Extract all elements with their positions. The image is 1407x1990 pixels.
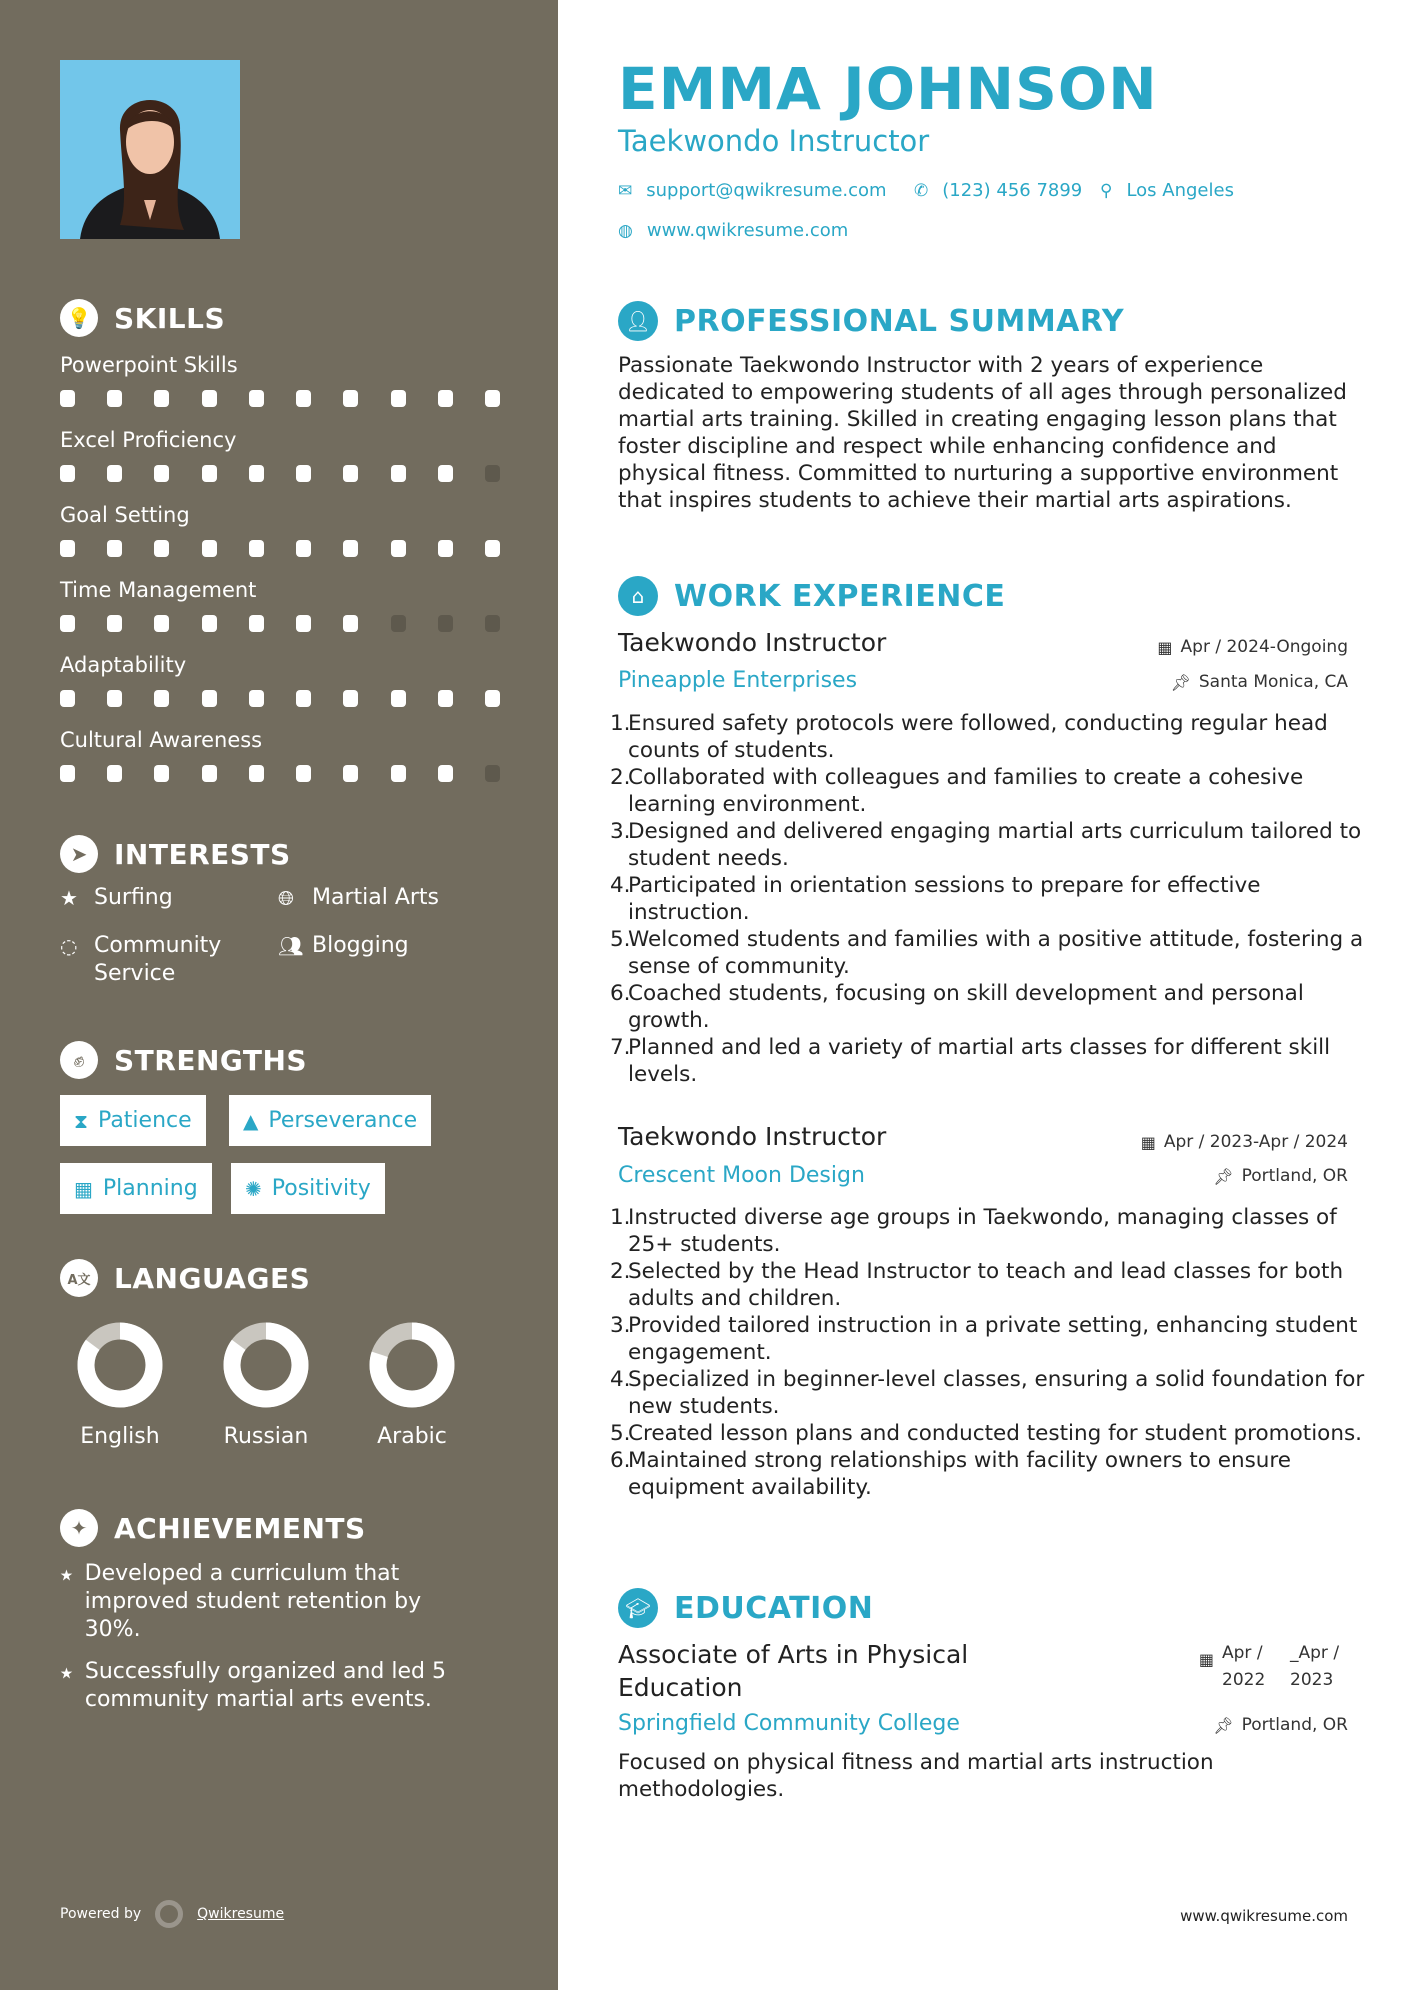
bullet-item: 5. Welcomed students and families with a positive attitude, fostering a sense of community. bbox=[610, 927, 1364, 979]
skill-dot bbox=[249, 390, 264, 407]
map-pin-icon: ⚲ bbox=[1100, 180, 1113, 201]
job-bullets bbox=[610, 710, 1370, 1088]
skill-label: Goal Setting bbox=[60, 503, 190, 527]
skill-dot bbox=[485, 615, 500, 632]
skill-dot bbox=[154, 690, 169, 707]
skill-dot bbox=[343, 765, 358, 782]
candidate-role: Taekwondo Instructor bbox=[618, 124, 930, 158]
strength-badge: ⧗ Patience bbox=[60, 1095, 206, 1146]
language-name: English bbox=[80, 1424, 160, 1449]
languages-heading bbox=[60, 1258, 310, 1298]
skill-dot bbox=[60, 615, 75, 632]
job-title: Taekwondo Instructor bbox=[618, 628, 887, 657]
skill-label: Powerpoint Skills bbox=[60, 353, 238, 377]
skill-rating bbox=[60, 390, 500, 407]
job-date: ▦ Apr / 2023-Apr / 2024 bbox=[1140, 1132, 1348, 1152]
strengths-heading bbox=[60, 1040, 307, 1080]
bullet-item: 4. Participated in orientation sessions to prepare for effective instruction. bbox=[610, 873, 1261, 925]
skill-dot bbox=[343, 390, 358, 407]
skill-dot bbox=[107, 615, 122, 632]
skill-rating bbox=[60, 690, 500, 707]
degree-title: Associate of Arts in Physical Education bbox=[618, 1640, 969, 1702]
fist-icon: ✊︎ bbox=[60, 1041, 98, 1079]
achievements-title: ACHIEVEMENTS bbox=[114, 1511, 366, 1545]
bullet-item: 3. Provided tailored instruction in a private setting, enhancing student engagement. bbox=[610, 1313, 1358, 1365]
language-name: Arabic bbox=[377, 1424, 447, 1449]
contact-phone[interactable]: ✆ (123) 456 7899 bbox=[914, 180, 1083, 201]
contact-website[interactable]: ◍ www.qwikresume.com bbox=[618, 220, 849, 241]
skill-rating bbox=[60, 765, 500, 782]
bullet-item: 6. Coached students, focusing on skill development and personal growth. bbox=[610, 981, 1304, 1033]
bullet-item: 4. Specialized in beginner-level classes, ensuring a solid foundation for new students. bbox=[610, 1367, 1365, 1419]
graduation-icon: 🎓︎ bbox=[618, 1588, 658, 1628]
skill-dot bbox=[60, 390, 75, 407]
skill-label: Time Management bbox=[60, 578, 257, 602]
skill-dot bbox=[391, 765, 406, 782]
experience-heading: ⌂ WORK EXPERIENCE bbox=[618, 575, 1005, 617]
skill-dot bbox=[438, 540, 453, 557]
skill-dot bbox=[438, 390, 453, 407]
summary-heading: 👤︎ PROFESSIONAL SUMMARY bbox=[618, 300, 1124, 342]
skill-dot bbox=[343, 540, 358, 557]
skill-dot bbox=[485, 690, 500, 707]
contact-location: ⚲ Los Angeles bbox=[1100, 180, 1234, 201]
sun-icon: ✺ bbox=[245, 1176, 262, 1201]
skill-dot bbox=[154, 465, 169, 482]
language-donut-chart bbox=[77, 1322, 163, 1408]
language-donut-chart bbox=[369, 1322, 455, 1408]
skill-dot bbox=[438, 615, 453, 632]
skill-dot bbox=[60, 540, 75, 557]
globe-icon: 🌐︎ bbox=[278, 886, 294, 910]
skill-dot bbox=[296, 465, 311, 482]
interest-item: ★ Surfing bbox=[60, 885, 173, 910]
bullet-item: 7. Planned and led a variety of martial arts classes for different skill levels. bbox=[610, 1035, 1331, 1087]
skill-dot bbox=[249, 465, 264, 482]
interest-item: 👥︎ Blogging bbox=[278, 933, 409, 958]
achievement-item: ⭑ Developed a curriculum that improved student retention by 30%. bbox=[60, 1560, 422, 1642]
skill-dot bbox=[391, 390, 406, 407]
skill-label: Cultural Awareness bbox=[60, 728, 263, 752]
skills-title: SKILLS bbox=[114, 301, 226, 335]
skill-rating bbox=[60, 615, 500, 632]
interests-title: INTERESTS bbox=[114, 837, 291, 871]
hands-icon: ◌ bbox=[60, 934, 78, 958]
pin-icon: 📌︎ bbox=[1213, 1715, 1234, 1735]
strength-badge: ▦ Planning bbox=[60, 1163, 212, 1214]
sidebar bbox=[0, 0, 558, 1990]
phone-icon: ✆ bbox=[914, 180, 929, 201]
skill-dot bbox=[60, 690, 75, 707]
language-item bbox=[352, 1322, 472, 1449]
job-location: 📌︎ Portland, OR bbox=[1213, 1166, 1348, 1186]
school-name: Springfield Community College bbox=[618, 1711, 960, 1736]
job-company: Pineapple Enterprises bbox=[618, 668, 858, 693]
skill-dot bbox=[202, 615, 217, 632]
skill-dot bbox=[154, 390, 169, 407]
job-location: 📌︎ Santa Monica, CA bbox=[1170, 672, 1348, 692]
qwikresume-logo-icon bbox=[155, 1900, 183, 1928]
skill-dot bbox=[485, 465, 500, 482]
job-bullets bbox=[610, 1204, 1370, 1501]
hourglass-icon: ⧗ bbox=[74, 1108, 89, 1133]
skill-dot bbox=[391, 540, 406, 557]
lightbulb-icon: 💡 bbox=[60, 299, 98, 337]
pin-icon: 📌︎ bbox=[1170, 672, 1191, 692]
language-icon: A文 bbox=[60, 1259, 98, 1297]
users-icon: 👥︎ bbox=[278, 934, 304, 958]
skill-dot bbox=[438, 765, 453, 782]
brand-link[interactable]: Qwikresume bbox=[197, 1906, 285, 1922]
skill-dot bbox=[438, 690, 453, 707]
skill-dot bbox=[107, 390, 122, 407]
strength-badge: ✺ Positivity bbox=[231, 1163, 385, 1214]
calendar-icon: ▦ bbox=[1157, 637, 1173, 657]
candidate-name: EMMA JOHNSON bbox=[618, 55, 1158, 123]
contact-email[interactable]: ✉ support@qwikresume.com bbox=[618, 180, 887, 201]
skill-dot bbox=[202, 465, 217, 482]
trophy-icon: ✦ bbox=[60, 1509, 98, 1547]
skill-dot bbox=[249, 615, 264, 632]
skill-dot bbox=[202, 765, 217, 782]
achievement-item: ⭑ Successfully organized and led 5 community martial arts events. bbox=[60, 1658, 446, 1712]
profile-photo bbox=[60, 60, 240, 239]
skill-rating bbox=[60, 540, 500, 557]
skill-rating bbox=[60, 465, 500, 482]
job-company: Crescent Moon Design bbox=[618, 1163, 865, 1188]
education-description: Focused on physical fitness and martial arts instruction methodologies. bbox=[618, 1750, 1214, 1802]
bullet-item: 6. Maintained strong relationships with facility owners to ensure equipment availability. bbox=[610, 1448, 1291, 1500]
skill-dot bbox=[343, 690, 358, 707]
skill-dot bbox=[343, 615, 358, 632]
skills-heading bbox=[60, 298, 225, 338]
skill-dot bbox=[202, 390, 217, 407]
language-donut-chart bbox=[223, 1322, 309, 1408]
bullet-item: 2. Selected by the Head Instructor to teach and lead classes for both adults and children. bbox=[610, 1259, 1344, 1311]
interests-heading bbox=[60, 834, 291, 874]
job-date: ▦ Apr / 2024-Ongoing bbox=[1157, 637, 1348, 657]
skill-dot bbox=[107, 465, 122, 482]
education-start-date: ▦ Apr / 2022 bbox=[1198, 1643, 1266, 1690]
skill-dot bbox=[107, 540, 122, 557]
language-item bbox=[60, 1322, 180, 1449]
shooting-star-icon: ⭑ bbox=[60, 1560, 73, 1588]
interest-item: ◌ Community Service bbox=[60, 933, 222, 986]
strength-badge: ▲ Perseverance bbox=[229, 1095, 431, 1146]
bullet-item: 1. Instructed diverse age groups in Taekwondo, managing classes of 25+ students. bbox=[610, 1205, 1337, 1257]
globe-icon: ◍ bbox=[618, 220, 633, 241]
languages-title: LANGUAGES bbox=[114, 1261, 311, 1295]
language-item bbox=[206, 1322, 326, 1449]
pin-icon: 📌︎ bbox=[1213, 1166, 1234, 1186]
skill-dot bbox=[296, 540, 311, 557]
achievements-heading bbox=[60, 1508, 366, 1548]
education-end-date: _Apr / 2023 bbox=[1290, 1643, 1340, 1690]
skill-dot bbox=[296, 615, 311, 632]
calendar-icon: ▦ bbox=[1140, 1132, 1156, 1152]
skill-dot bbox=[391, 615, 406, 632]
skill-dot bbox=[438, 465, 453, 482]
bullet-item: 5. Created lesson plans and conducted testing for student promotions. bbox=[610, 1421, 1362, 1446]
education-location: 📌︎ Portland, OR bbox=[1213, 1715, 1348, 1735]
strengths-title: STRENGTHS bbox=[114, 1043, 308, 1077]
envelope-icon: ✉ bbox=[618, 180, 633, 201]
skill-dot bbox=[296, 765, 311, 782]
main-content bbox=[558, 0, 1407, 1990]
skill-dot bbox=[249, 690, 264, 707]
skill-dot bbox=[107, 690, 122, 707]
skill-dot bbox=[154, 765, 169, 782]
paper-plane-icon: ➤ bbox=[60, 835, 98, 873]
star-icon: ★ bbox=[60, 886, 78, 910]
skill-label: Excel Proficiency bbox=[60, 428, 237, 452]
footer-url[interactable]: www.qwikresume.com bbox=[1180, 1907, 1348, 1925]
calendar-icon: ▦ bbox=[74, 1176, 93, 1201]
language-name: Russian bbox=[223, 1424, 309, 1449]
job-title: Taekwondo Instructor bbox=[618, 1122, 887, 1151]
skill-dot bbox=[202, 690, 217, 707]
skill-dot bbox=[485, 390, 500, 407]
skill-dot bbox=[391, 465, 406, 482]
skill-dot bbox=[154, 615, 169, 632]
skill-dot bbox=[249, 765, 264, 782]
bullet-item: 1. Ensured safety protocols were followed, conducting regular head counts of students. bbox=[610, 711, 1328, 763]
shooting-star-icon: ⭑ bbox=[60, 1658, 73, 1686]
skill-dot bbox=[343, 465, 358, 482]
bullet-item: 3. Designed and delivered engaging martial arts curriculum tailored to student needs. bbox=[610, 819, 1362, 871]
skill-dot bbox=[107, 765, 122, 782]
road-icon: ▲ bbox=[243, 1108, 259, 1133]
skill-dot bbox=[485, 765, 500, 782]
interest-item: 🌐︎ Martial Arts bbox=[278, 885, 440, 910]
skill-dot bbox=[202, 540, 217, 557]
skill-dot bbox=[296, 690, 311, 707]
skill-dot bbox=[60, 465, 75, 482]
calendar-icon: ▦ bbox=[1198, 1650, 1214, 1669]
powered-by: Powered by Qwikresume bbox=[60, 1900, 284, 1928]
bullet-item: 2. Collaborated with colleagues and families to create a cohesive learning environment. bbox=[610, 765, 1304, 817]
summary-text: Passionate Taekwondo Instructor with 2 years of experience dedicated to empowering students of all ages through personalized martial arts training. Skilled in creating engaging lesson plans that foster discipline and respect while enhancing confidence and physical fitness. Committed to nurturing a supportive environment that inspires students to achieve their martial arts aspirations. bbox=[618, 353, 1347, 513]
user-icon: 👤︎ bbox=[618, 301, 658, 341]
skill-dot bbox=[296, 390, 311, 407]
skill-dot bbox=[249, 540, 264, 557]
skill-dot bbox=[60, 765, 75, 782]
skill-dot bbox=[485, 540, 500, 557]
skill-dot bbox=[154, 540, 169, 557]
skill-label: Adaptability bbox=[60, 653, 187, 677]
education-heading: 🎓︎ EDUCATION bbox=[618, 1587, 873, 1629]
skill-dot bbox=[391, 690, 406, 707]
chair-icon: ⌂ bbox=[618, 576, 658, 616]
